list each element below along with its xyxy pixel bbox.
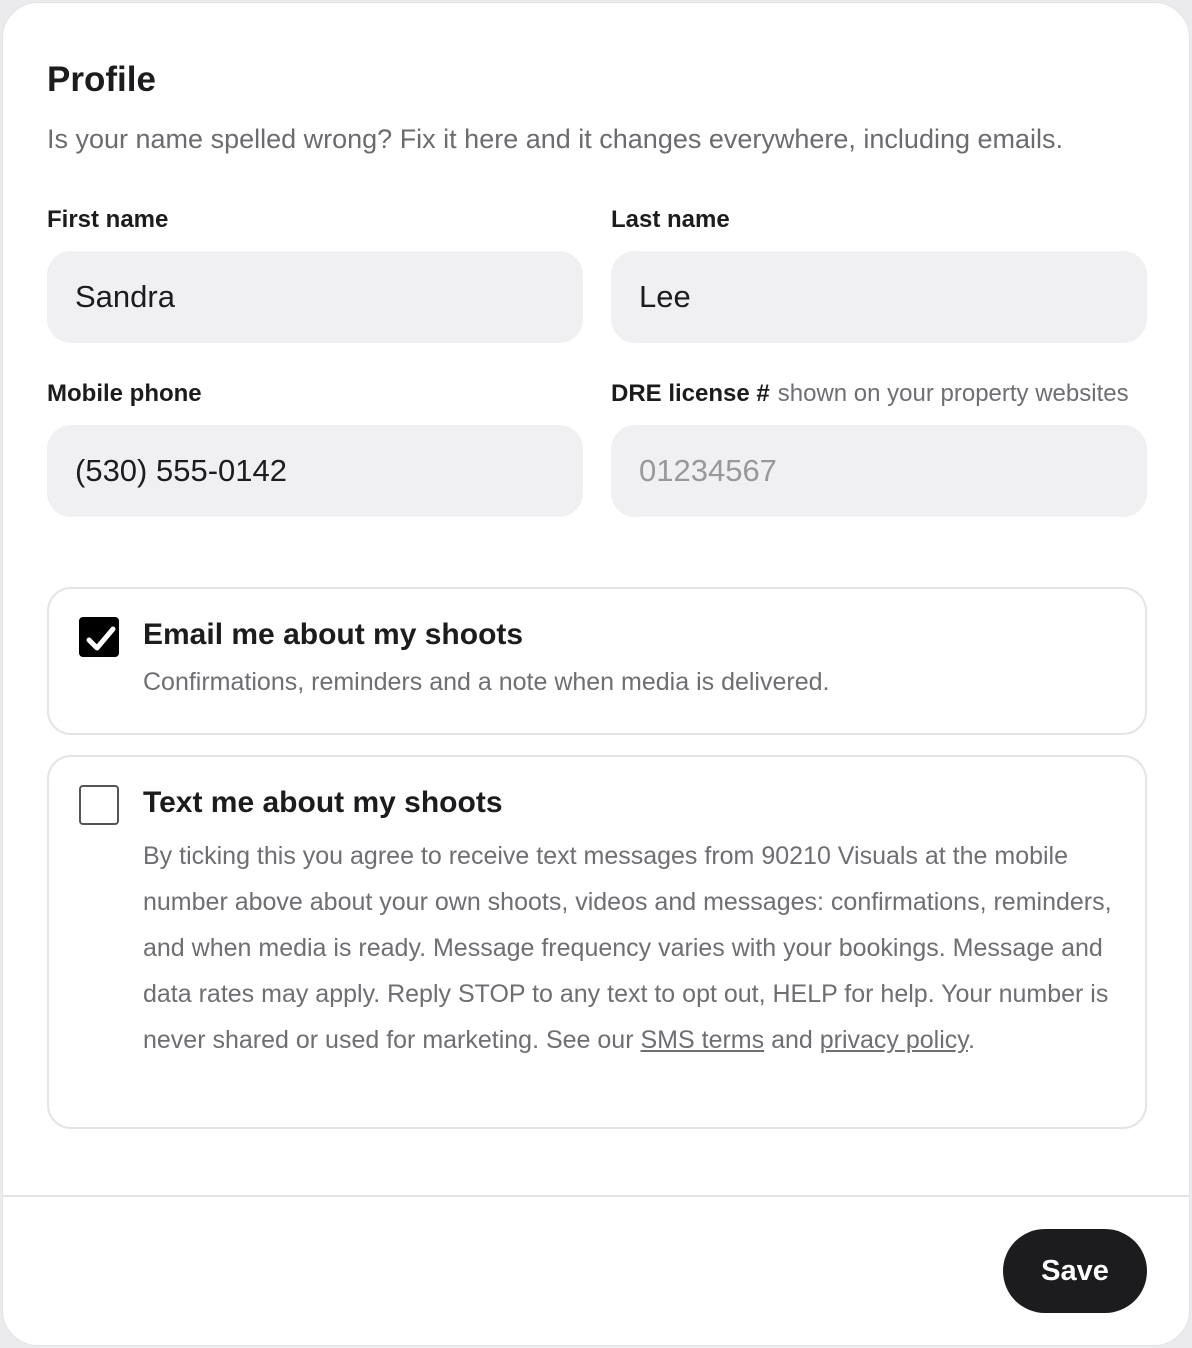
first-name-input[interactable] — [47, 251, 583, 343]
page-subtitle: Is your name spelled wrong? Fix it here and it changes everywhere, including emails. — [47, 124, 1064, 154]
last-name-input[interactable] — [611, 251, 1147, 343]
dre-license-field — [611, 375, 1147, 517]
text-option-description — [143, 833, 1123, 1063]
first-name-field — [47, 201, 583, 343]
text-consent-body: By ticking this you agree to receive text messages from 90210 Visuals at the mobile number above about your own shoots, videos and messages: confirmations, reminders, and when media is ready. Message frequency varies with your bookings. Message and data rates may apply. Reply STOP to any text to opt out, HELP for help. Your number is never shared or used for marketing. See our — [143, 842, 1112, 1054]
text-consent-end: . — [967, 1026, 975, 1054]
mobile-phone-label: Mobile phone — [47, 380, 202, 407]
text-consent-and: and — [764, 1026, 820, 1054]
dre-license-label-row — [611, 375, 1147, 413]
text-option-card — [47, 755, 1147, 1129]
mobile-phone-field — [47, 375, 583, 517]
page-title: Profile — [47, 60, 156, 99]
sms-terms-link[interactable]: SMS terms — [640, 1026, 765, 1054]
mobile-phone-input[interactable] — [47, 425, 583, 517]
email-option-card — [47, 587, 1147, 735]
first-name-label: First name — [47, 206, 169, 233]
save-button[interactable]: Save — [1003, 1229, 1147, 1313]
text-opt-in-checkbox[interactable] — [79, 785, 119, 825]
text-option-title: Text me about my shoots — [143, 786, 503, 819]
email-opt-in-checkbox[interactable] — [79, 617, 119, 657]
email-option-title: Email me about my shoots — [143, 618, 524, 651]
profile-card — [2, 2, 1190, 1346]
email-option-description: Confirmations, reminders and a note when media is delivered. — [143, 668, 830, 696]
privacy-policy-link[interactable]: privacy policy — [819, 1026, 968, 1054]
checkmark-icon — [83, 621, 119, 657]
dre-license-hint: shown on your property websites — [777, 380, 1129, 407]
dre-license-label: DRE license # — [611, 380, 770, 407]
dre-license-input[interactable] — [611, 425, 1147, 517]
last-name-label: Last name — [611, 206, 730, 233]
footer-divider — [3, 1195, 1190, 1197]
last-name-field — [611, 201, 1147, 343]
